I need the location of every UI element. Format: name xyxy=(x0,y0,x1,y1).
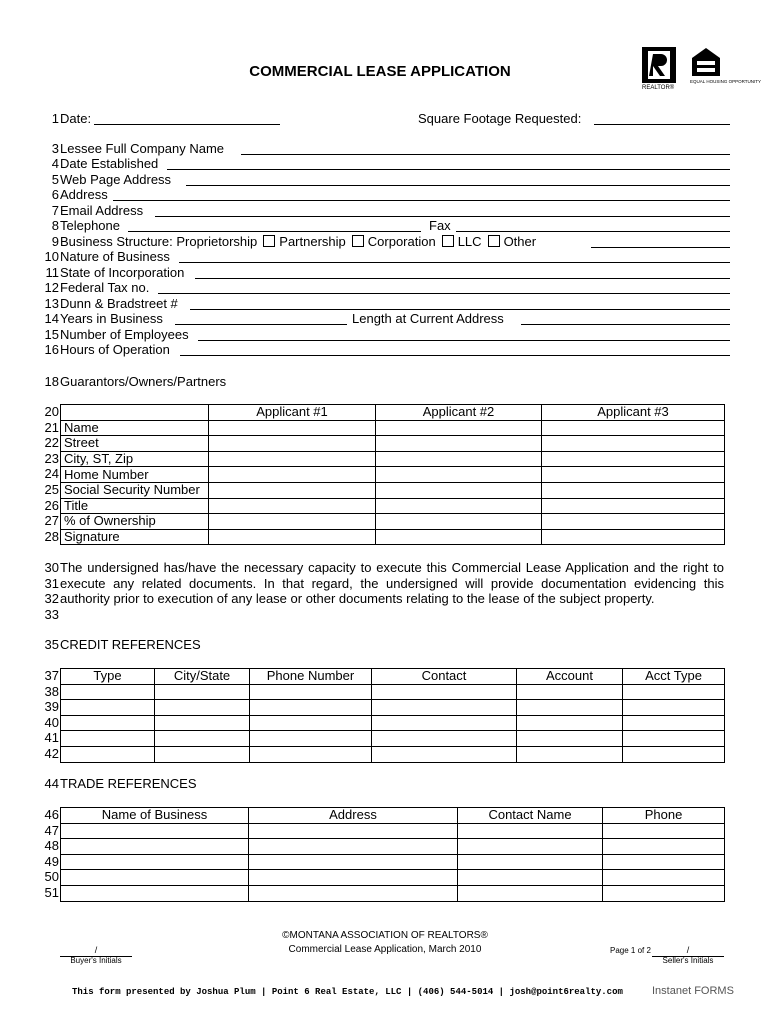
cell[interactable] xyxy=(155,715,250,731)
cell[interactable] xyxy=(623,731,725,747)
cell[interactable] xyxy=(61,746,155,762)
table-header: Phone Number xyxy=(250,669,372,685)
line-number: 14 xyxy=(44,311,59,326)
cell[interactable] xyxy=(209,420,376,436)
cell[interactable] xyxy=(458,870,603,886)
row-label: City, ST, Zip xyxy=(61,451,209,467)
length-label: Length at Current Address xyxy=(352,311,504,326)
cell[interactable] xyxy=(61,839,249,855)
trade-heading: TRADE REFERENCES xyxy=(60,776,197,791)
cell[interactable] xyxy=(623,684,725,700)
cell[interactable] xyxy=(603,870,725,886)
cell[interactable] xyxy=(249,885,458,901)
cell[interactable] xyxy=(542,482,725,498)
line-number: 10 xyxy=(44,249,59,264)
date-label: Date: xyxy=(60,111,92,126)
line-number: 40 xyxy=(44,714,59,730)
cell[interactable] xyxy=(603,885,725,901)
trade-line-numbers xyxy=(37,807,59,901)
form-version: Commercial Lease Application, March 2010 xyxy=(288,944,482,955)
row-label: % of Ownership xyxy=(61,514,209,530)
cell[interactable] xyxy=(61,700,155,716)
email-label: Email Address xyxy=(60,203,144,218)
years-label: Years in Business xyxy=(60,311,163,326)
cell[interactable] xyxy=(250,746,372,762)
cell[interactable] xyxy=(517,715,623,731)
row-label: Title xyxy=(61,498,209,514)
cell[interactable] xyxy=(376,482,542,498)
line-number: 37 xyxy=(44,668,59,683)
cell[interactable] xyxy=(372,746,517,762)
line-number: 15 xyxy=(44,327,59,342)
table-row xyxy=(61,731,725,747)
cell[interactable] xyxy=(61,885,249,901)
table-header: Acct Type xyxy=(623,669,725,685)
company-field[interactable] xyxy=(241,141,730,155)
incorp-label: State of Incorporation xyxy=(60,265,185,280)
cell[interactable] xyxy=(250,700,372,716)
structure-row xyxy=(60,234,536,249)
trade-table xyxy=(60,807,725,902)
table-header-blank xyxy=(61,405,209,421)
line-number: 39 xyxy=(44,699,59,715)
telephone-label: Telephone xyxy=(60,218,120,233)
fax-field[interactable] xyxy=(456,218,730,232)
table-row xyxy=(61,405,725,421)
address-label: Address xyxy=(60,187,108,202)
line-number: 26 xyxy=(44,497,59,513)
length-field[interactable] xyxy=(521,311,730,325)
cell[interactable] xyxy=(623,746,725,762)
cell[interactable] xyxy=(517,746,623,762)
line-number: 42 xyxy=(44,745,59,761)
partnership-checkbox[interactable] xyxy=(263,235,275,247)
cell[interactable] xyxy=(603,823,725,839)
cell[interactable] xyxy=(376,451,542,467)
cell[interactable] xyxy=(250,684,372,700)
established-field[interactable] xyxy=(167,156,730,170)
hours-label: Hours of Operation xyxy=(60,342,170,357)
line-number: 32 xyxy=(44,591,59,607)
cell[interactable] xyxy=(542,529,725,545)
cell[interactable] xyxy=(376,529,542,545)
cell[interactable] xyxy=(61,870,249,886)
email-field[interactable] xyxy=(155,203,730,217)
applicant-line-numbers xyxy=(37,404,59,544)
page-number: Page 1 of 2 xyxy=(610,946,651,955)
cell[interactable] xyxy=(517,731,623,747)
cell[interactable] xyxy=(372,684,517,700)
cell[interactable] xyxy=(458,823,603,839)
table-header: Account xyxy=(517,669,623,685)
cell[interactable] xyxy=(372,731,517,747)
seller-initials-label: Seller's Initials xyxy=(662,956,714,965)
line-number: 11 xyxy=(45,265,59,280)
line-number: 23 xyxy=(44,450,59,466)
equal-housing-text: EQUAL HOUSING OPPORTUNITY xyxy=(690,79,762,84)
line-number: 47 xyxy=(44,822,59,838)
cell[interactable] xyxy=(249,854,458,870)
cell[interactable] xyxy=(376,420,542,436)
table-row xyxy=(61,669,725,685)
table-header: Applicant #3 xyxy=(542,405,725,421)
buyer-initials-label: Buyer's Initials xyxy=(70,956,122,965)
cell[interactable] xyxy=(155,684,250,700)
line-number: 5 xyxy=(51,172,59,187)
table-row xyxy=(61,467,725,483)
line-number: 21 xyxy=(44,419,59,435)
cell[interactable] xyxy=(209,514,376,530)
nature-label: Nature of Business xyxy=(60,249,170,264)
cell[interactable] xyxy=(155,700,250,716)
telephone-field[interactable] xyxy=(128,218,421,232)
row-label: Street xyxy=(61,436,209,452)
line-number: 27 xyxy=(44,513,59,529)
line-number: 20 xyxy=(44,404,59,419)
cell[interactable] xyxy=(376,514,542,530)
years-field[interactable] xyxy=(175,311,347,325)
dunn-label: Dunn & Bradstreet # xyxy=(60,296,178,311)
line-number: 1 xyxy=(51,111,59,126)
table-row xyxy=(61,870,725,886)
table-row xyxy=(61,529,725,545)
cell[interactable] xyxy=(249,839,458,855)
line-number: 44 xyxy=(44,776,59,791)
partnership-label: Partnership xyxy=(279,234,346,249)
table-header: Applicant #2 xyxy=(376,405,542,421)
cell[interactable] xyxy=(542,467,725,483)
cell[interactable] xyxy=(458,839,603,855)
cell[interactable] xyxy=(209,529,376,545)
line-number: 48 xyxy=(44,838,59,854)
sqft-label: Square Footage Requested: xyxy=(418,111,582,126)
credit-table xyxy=(60,668,725,763)
cell[interactable] xyxy=(209,451,376,467)
row-label: Home Number xyxy=(61,467,209,483)
line-number: 38 xyxy=(44,683,59,699)
table-row xyxy=(61,420,725,436)
cell[interactable] xyxy=(376,498,542,514)
cell[interactable] xyxy=(250,715,372,731)
cell[interactable] xyxy=(603,854,725,870)
line-number: 9 xyxy=(51,234,59,249)
employees-label: Number of Employees xyxy=(60,327,189,342)
copyright: ©MONTANA ASSOCIATION OF REALTORS® xyxy=(282,930,488,941)
web-field[interactable] xyxy=(186,172,730,186)
cell[interactable] xyxy=(209,467,376,483)
web-label: Web Page Address xyxy=(60,172,172,187)
line-number: 4 xyxy=(51,156,59,171)
line-number: 49 xyxy=(44,853,59,869)
cell[interactable] xyxy=(155,731,250,747)
line-number: 41 xyxy=(44,730,59,746)
line-number: 13 xyxy=(44,296,59,311)
table-row xyxy=(61,823,725,839)
cell[interactable] xyxy=(155,746,250,762)
fedtax-field[interactable] xyxy=(158,280,730,294)
other-label: Other xyxy=(503,234,537,249)
row-label: Signature xyxy=(61,529,209,545)
cell[interactable] xyxy=(61,823,249,839)
corporation-checkbox[interactable] xyxy=(352,235,364,247)
company-label: Lessee Full Company Name xyxy=(60,141,225,156)
table-header: Address xyxy=(249,808,458,824)
corporation-label: Corporation xyxy=(367,234,436,249)
table-header: Phone xyxy=(603,808,725,824)
cell[interactable] xyxy=(61,854,249,870)
cell[interactable] xyxy=(372,715,517,731)
table-header: Name of Business xyxy=(61,808,249,824)
dunn-field[interactable] xyxy=(190,296,730,310)
established-label: Date Established xyxy=(60,156,159,171)
llc-checkbox[interactable] xyxy=(442,235,454,247)
line-number: 35 xyxy=(44,637,59,652)
line-number: 25 xyxy=(44,481,59,497)
other-field[interactable] xyxy=(591,234,730,248)
employees-field[interactable] xyxy=(198,327,730,341)
cell[interactable] xyxy=(209,498,376,514)
presented-by: This form presented by Joshua Plum | Point 6 Real Estate, LLC | (406) 544-5014 | josh@point6realty.com xyxy=(72,987,623,997)
table-row xyxy=(61,700,725,716)
cell[interactable] xyxy=(209,482,376,498)
table-row xyxy=(61,854,725,870)
line-number: 12 xyxy=(44,280,59,295)
table-header: Contact xyxy=(372,669,517,685)
line-number: 46 xyxy=(44,807,59,822)
instanet-logo: Instanet FORMS xyxy=(652,985,734,997)
cell[interactable] xyxy=(542,498,725,514)
table-row xyxy=(61,885,725,901)
line-number: 28 xyxy=(44,528,59,544)
table-row xyxy=(61,514,725,530)
table-row xyxy=(61,839,725,855)
guarantors-heading: Guarantors/Owners/Partners xyxy=(60,374,227,389)
table-row xyxy=(61,715,725,731)
cell[interactable] xyxy=(250,731,372,747)
line-number: 51 xyxy=(44,884,59,900)
line-number: 16 xyxy=(44,342,59,357)
cell[interactable] xyxy=(376,436,542,452)
table-row xyxy=(61,808,725,824)
cell[interactable] xyxy=(542,514,725,530)
buyer-initials-field[interactable]: / xyxy=(60,945,132,957)
llc-label: LLC xyxy=(457,234,482,249)
cell[interactable] xyxy=(376,467,542,483)
table-header: Contact Name xyxy=(458,808,603,824)
line-number: 3 xyxy=(51,141,59,156)
table-row xyxy=(61,436,725,452)
cell[interactable] xyxy=(249,870,458,886)
address-field[interactable] xyxy=(113,187,730,201)
realtor-text: REALTOR® xyxy=(642,85,675,91)
cell[interactable] xyxy=(517,700,623,716)
table-row xyxy=(61,451,725,467)
authority-paragraph: The undersigned has/have the necessary capacity to execute this Commercial Lease Application and the right to execute any related documents. In that regard, the undersigned will provide documentation evidencing this authority prior to execution of any lease or other documents relating to the lease of the subject property. xyxy=(60,560,724,607)
table-row xyxy=(61,498,725,514)
cell[interactable] xyxy=(542,451,725,467)
credit-heading: CREDIT REFERENCES xyxy=(60,637,201,652)
cell[interactable] xyxy=(61,715,155,731)
table-row xyxy=(61,482,725,498)
structure-label: Business Structure: xyxy=(60,234,173,249)
line-number: 6 xyxy=(51,187,59,202)
cell[interactable] xyxy=(209,436,376,452)
line-number: 24 xyxy=(44,466,59,482)
line-number: 8 xyxy=(51,218,59,233)
cell[interactable] xyxy=(603,839,725,855)
nature-field[interactable] xyxy=(179,249,730,263)
seller-initials-field[interactable]: / xyxy=(652,945,724,957)
table-row xyxy=(61,746,725,762)
table-header: Applicant #1 xyxy=(209,405,376,421)
cell[interactable] xyxy=(61,684,155,700)
fax-label: Fax xyxy=(429,218,451,233)
incorp-field[interactable] xyxy=(195,265,730,279)
line-number: 22 xyxy=(44,435,59,451)
other-checkbox[interactable] xyxy=(488,235,500,247)
paragraph-line-numbers xyxy=(37,560,59,622)
cell[interactable] xyxy=(458,854,603,870)
cell[interactable] xyxy=(458,885,603,901)
line-number: 50 xyxy=(44,869,59,885)
row-label: Name xyxy=(61,420,209,436)
line-number: 30 xyxy=(44,560,59,575)
cell[interactable] xyxy=(623,700,725,716)
table-header: Type xyxy=(61,669,155,685)
applicants-table xyxy=(60,404,725,545)
sqft-field[interactable] xyxy=(594,111,730,125)
page-title: COMMERCIAL LEASE APPLICATION xyxy=(249,63,511,80)
line-number: 31 xyxy=(44,575,59,591)
proprietorship-label: Proprietorship xyxy=(176,234,258,249)
line-number: 18 xyxy=(44,374,59,389)
date-field[interactable] xyxy=(94,111,280,125)
row-label: Social Security Number xyxy=(61,482,209,498)
cell[interactable] xyxy=(542,436,725,452)
realtor-logo xyxy=(640,44,762,91)
cell[interactable] xyxy=(542,420,725,436)
table-header: City/State xyxy=(155,669,250,685)
cell[interactable] xyxy=(372,700,517,716)
credit-line-numbers xyxy=(37,668,59,762)
hours-field[interactable] xyxy=(180,342,730,356)
cell[interactable] xyxy=(249,823,458,839)
line-number: 7 xyxy=(51,203,59,218)
fedtax-label: Federal Tax no. xyxy=(60,280,150,295)
table-row xyxy=(61,684,725,700)
line-number: 33 xyxy=(44,606,59,622)
cell[interactable] xyxy=(61,731,155,747)
cell[interactable] xyxy=(623,715,725,731)
cell[interactable] xyxy=(517,684,623,700)
